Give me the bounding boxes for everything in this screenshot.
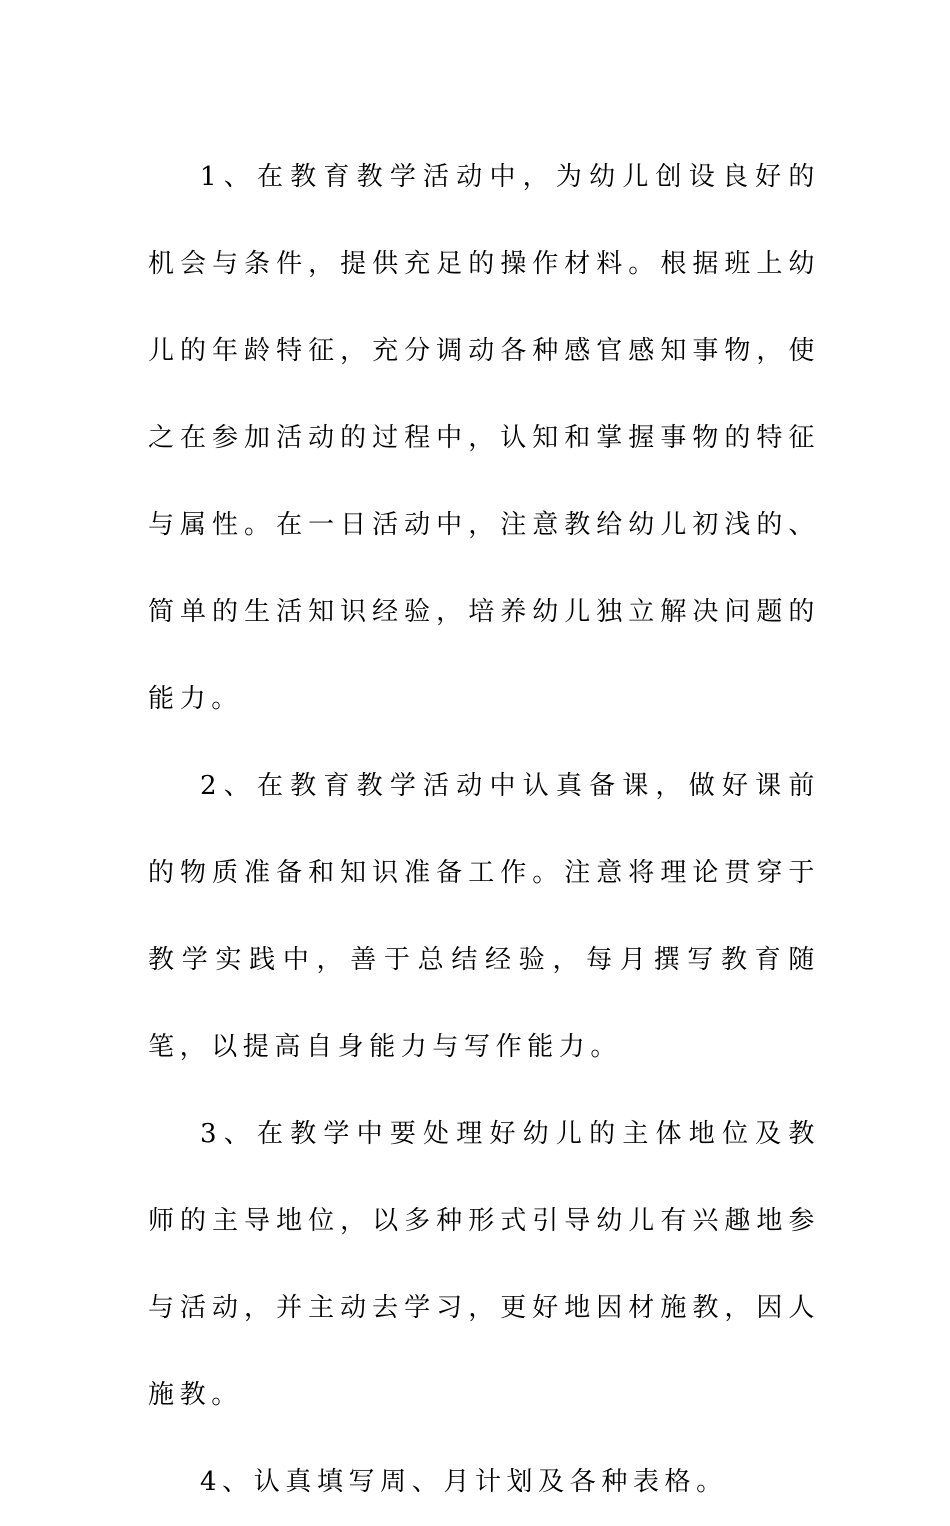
paragraph-4: 4、认真填写周、月计划及各种表格。 [200,1467,728,1497]
document-body [148,134,820,1526]
paragraph-3: 3、在教学中要处理好幼儿的主体地位及教师的主导地位，以多种形式引导幼儿有兴趣地参与活动，并主动去学习，更好地因材施教，因人施教。 [148,1119,820,1410]
paragraph-2: 2、在教育教学活动中认真备课，做好课前的物质准备和知识准备工作。注意将理论贯穿于教学实践中，善于总结经验，每月撰写教育随笔，以提高自身能力与写作能力。 [148,771,820,1062]
paragraph-1: 1、在教育教学活动中，为幼儿创设良好的机会与条件，提供充足的操作材料。根据班上幼儿的年龄特征，充分调动各种感官感知事物，使之在参加活动的过程中，认知和掌握事物的特征与属性。在一日活动中，注意教给幼儿初浅的、简单的生活知识经验，培养幼儿独立解决问题的能力。 [148,162,820,714]
